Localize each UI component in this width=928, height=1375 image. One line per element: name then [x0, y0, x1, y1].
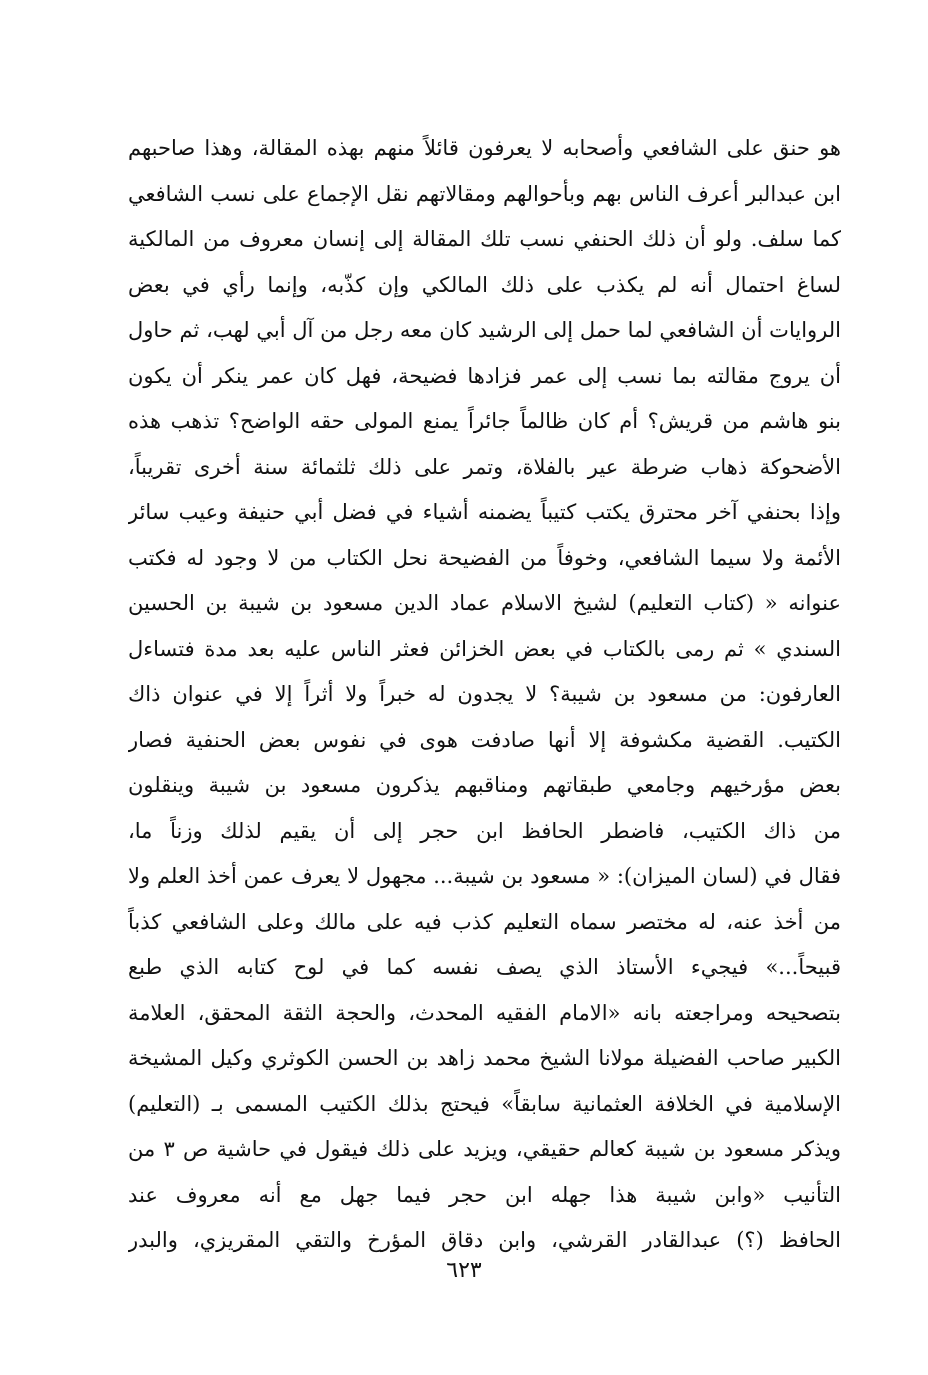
text-line-21: الكبير صاحب الفضيلة مولانا الشيخ محمد زاهد بن الحسن الكوثري وكيل المشيخة — [128, 1046, 841, 1070]
text-line-11: عنوانه « (كتاب التعليم) لشيخ الاسلام عماد الدين مسعود بن شيبة بن الحسين — [128, 591, 841, 615]
text-line-16: من ذاك الكتيب، فاضطر الحافظ ابن حجر إلى أن يقيم لذلك وزناً ما، — [128, 818, 841, 843]
text-line-18: من أخذ عنه، له مختصر سماه التعليم كذب فيه على مالك وعلى الشافعي كذباً — [128, 909, 841, 934]
text-line-17: فقال في (لسان الميزان): « مسعود بن شيبة... مجهول لا يعرف عمن أخذ العلم ولا — [128, 864, 841, 888]
text-line-7: بنو هاشم من قريش؟ أم كان ظالماً جائراً يمنع المولى حقه الواضح؟ تذهب هذه — [128, 409, 841, 433]
text-line-20: بتصحيحه ومراجعته بانه «الامام الفقيه المحدث، والحجة الثقة المحقق، العلامة — [128, 1000, 841, 1025]
text-line-10: الأئمة ولا سيما الشافعي، وخوفاً من الفضيحة نحل الكتاب من لا وجود له فكتب — [128, 545, 841, 570]
text-line-24: التأنيب «وابن شيبة هذا جهله ابن حجر فيما جهل مع أنه معروف عند — [128, 1182, 841, 1207]
text-line-2: ابن عبدالبر أعرف الناس بهم وبأحوالهم ومقالاتهم نقل الإجماع على نسب الشافعي — [128, 181, 841, 206]
text-line-1: هو حنق على الشافعي وأصحابه لا يعرفون قائلاً منهم بهذه المقالة، وهذا صاحبهم — [128, 136, 841, 160]
page-number: ٦٢٣ — [446, 1258, 482, 1283]
text-line-19: قبيحاً...» فيجيء الأستاذ الذي يصف نفسه كما في لوح كتابه الذي طبع — [128, 955, 841, 979]
text-line-15: بعض مؤرخيهم وجامعي طبقاتهم ومناقبهم يذكرون مسعود بن شيبة وينقلون — [128, 773, 841, 797]
body-text — [128, 126, 841, 1264]
text-line-13: العارفون: من مسعود بن شيبة؟ لا يجدون له خبراً ولا أثراً إلا في عنوان ذاك — [128, 682, 841, 706]
text-line-23: ويذكر مسعود بن شيبة كعالم حقيقي، ويزيد على ذلك فيقول في حاشية ص ٣ من — [128, 1137, 841, 1161]
text-line-22: الإسلامية في الخلافة العثمانية سابقاً» فيحتج بذلك الكتيب المسمى بـ (التعليم) — [128, 1091, 841, 1116]
text-line-4: لساغ احتمال أنه لم يكذب على ذلك المالكي وإن كذّبه، وإنما رأي في بعض — [128, 272, 841, 297]
text-line-5: الروايات أن الشافعي لما حمل إلى الرشيد كان معه رجل من آل أبي لهب، ثم حاول — [128, 318, 841, 342]
text-line-8: الأضحوكة ذهاب ضرطة عير بالفلاة، وتمر على ذلك ثلثمائة سنة أخرى تقريباً، — [128, 454, 841, 479]
text-line-14: الكتيب. القضية مكشوفة إلا أنها صادفت هوى في نفوس بعض الحنفية فصار — [128, 727, 841, 752]
text-line-9: وإذا بحنفي آخر محترق يكتب كتيباً يضمنه أشياء في فضل أبي حنيفة وعيب سائر — [128, 500, 841, 524]
text-line-3: كما سلف. ولو أن ذلك الحنفي نسب تلك المقالة إلى إنسان معروف من المالكية — [128, 227, 841, 251]
text-line-6: أن يروج مقالته بما نسب إلى عمر فزادها فضيحة، فهل كان عمر ينكر أن يكون — [128, 363, 841, 388]
text-line-12: السندي » ثم رمى بالكتاب في بعض الخزائن فعثر الناس عليه بعد مدة فتساءل — [128, 636, 841, 661]
text-line-25: الحافظ (؟) عبدالقادر القرشي، وابن دقاق المؤرخ والتقي المقريزي، والبدر — [128, 1228, 841, 1252]
